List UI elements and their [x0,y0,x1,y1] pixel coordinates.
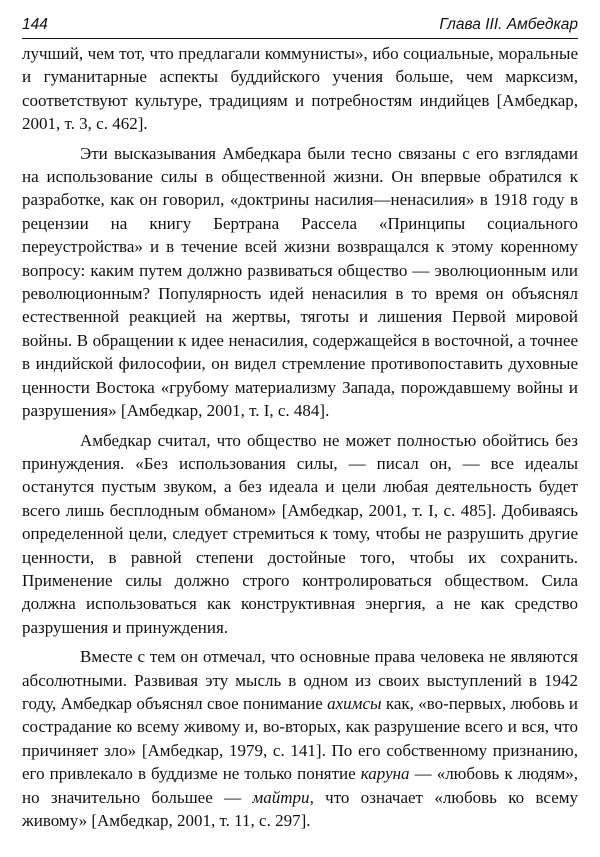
paragraph-text: Вместе с тем он отмечал, что основные права человека не являются абсолютными. Развивая эту мысль в одном из своих выступлений в 1942 году, Амбедкар объяснял свое понимание [22,647,578,713]
paragraph-text: Амбедкар считал, что общество не может полностью обойтись без принуждения. «Без использования силы, — писал он, — все идеалы останутся пустым звуком, а без идеала и цели любая деятельность будет всего лишь бесплодным обманом» [Амбедкар, 2001, т. I, с. 485]. Добиваясь определенной цели, следует стремиться к тому, чтобы не разрушить другие ценности, в равной степени достойные того, чтобы их сохранить. Применение силы должно строго контролироваться обществом. Сила должна использоваться как конструктивная энергия, а не как средство разрушения и принуждения. [22,430,578,637]
term-maitri: майтри [252,787,310,807]
paragraph-text: Эти высказывания Амбедкара были тесно связаны с его взглядами на использование силы в общественной жизни. Он впервые обратился к разработке, как он говорил, «доктрины насилия—ненасилия» в 1918 году в рецензии на книгу Бертрана Рассела «Принципы социального переустройства» и в течение всей жизни возвращался к этому коренному вопросу: каким путем должно развиваться общество — эволюционным или революционным? Популярность идей ненасилия в то время он объяснял естественной реакцией на жертвы, тяготы и лишения Первой мировой войны. В обращении к идее ненасилия, содержащейся в восточной, а точнее в индийской философии, он видел стремление противопоставить духовные ценности Востока «грубому материализму Запада, порождавшему войны и разрушения» [Амбедкар, 2001, т. I, с. 484]. [22,143,578,421]
running-head [22,12,578,38]
paragraph-human-rights [22,645,578,832]
paragraph-violence-doctrine [22,142,578,423]
body-text [22,42,578,832]
page-number: 144 [22,16,48,33]
paragraph-text: как, «во-первых, любовь и сострадание ко всему живому и, во-вторых, как разрушение всего и вся, что причиняет зло» [Амбедкар, 1979, с. 141]. По его собственному признанию, его привлекало в буддизме не только понятие [22,693,578,784]
paragraph-text: лучший, чем тот, что предлагали коммунисты», ибо социальные, моральные и гуманитарные аспекты буддийского учения больше, чем марксизм, соответствуют культуре, традициям и потребностям индийцев [Амбедкар, 2001, т. 3, с. 462]. [22,44,578,134]
paragraph-text: — «любовь к людям», но значительно большее — [22,764,579,807]
paragraph-coercion [22,429,578,640]
paragraph-continued [22,42,578,136]
chapter-title: Глава III. Амбедкар [439,16,578,33]
term-ahimsa: ахимсы [327,693,382,713]
term-karuna: каруна [360,764,410,784]
header-rule [22,38,578,39]
paragraph-text: , что означает «любовь ко всему живому» [Амбедкар, 2001, т. 11, с. 297]. [22,787,578,830]
